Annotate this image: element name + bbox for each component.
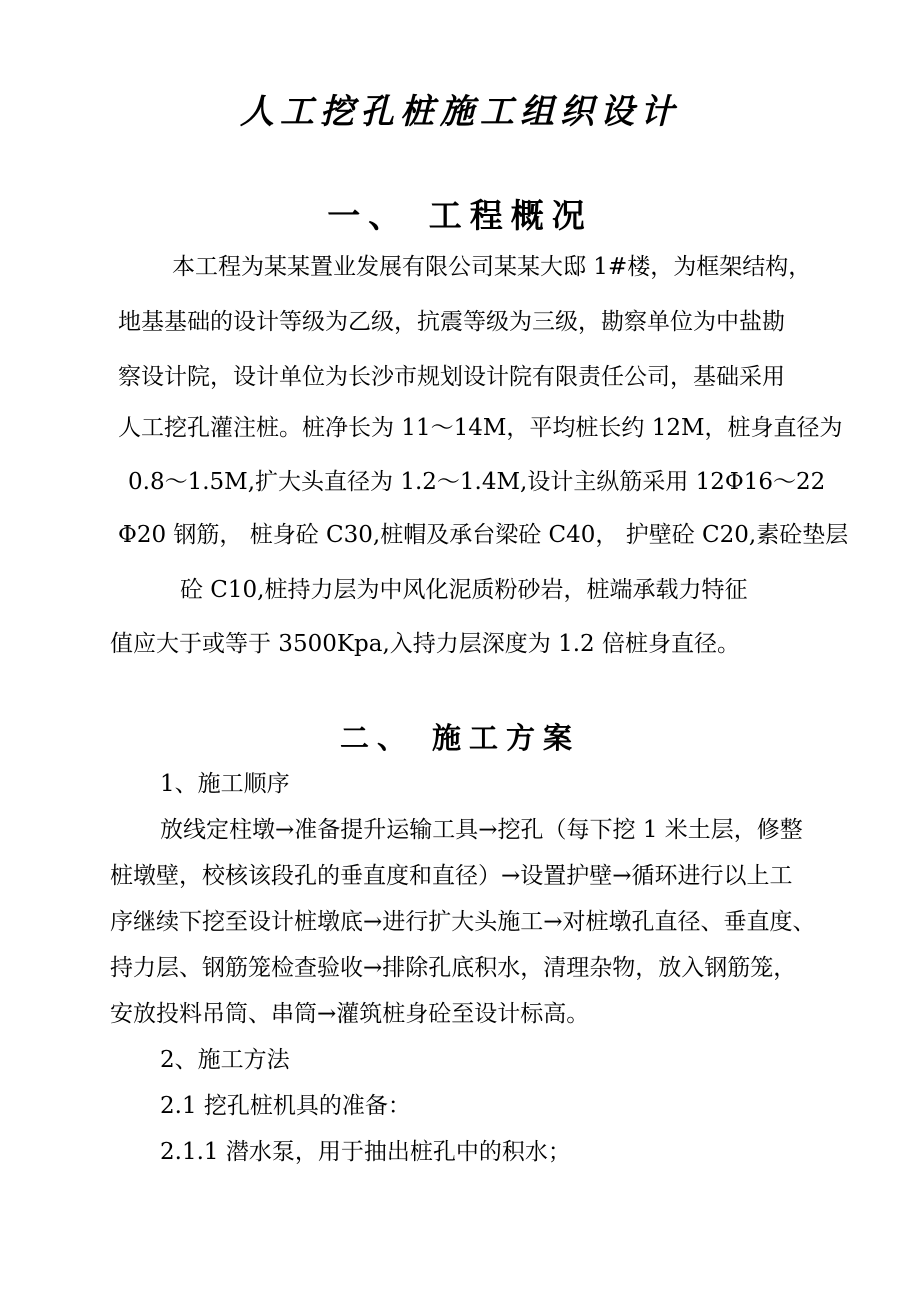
paragraph-line: 值应大于或等于 3500Kpa,入持力层深度为 1.2 倍桩身直径。 <box>110 631 740 657</box>
paragraph-line: 地基基础的设计等级为乙级，抗震等级为三级，勘察单位为中盐勘 <box>118 309 785 335</box>
paragraph-line: 本工程为某某置业发展有限公司某某大邸 1#楼，为框架结构， <box>172 254 812 280</box>
paragraph-line: 放线定柱墩→准备提升运输工具→挖孔（每下挖 1 米土层，修整 <box>160 817 803 843</box>
subheading-line: 2.1 挖孔桩机具的准备： <box>160 1093 411 1119</box>
section-heading-plan: 二、 施工方案 <box>339 721 581 755</box>
paragraph-line: 砼 C10,桩持力层为中风化泥质粉砂岩，桩端承载力特征 <box>180 577 748 603</box>
section-heading-overview: 一、 工程概况 <box>327 196 593 235</box>
paragraph-line: 序继续下挖至设计桩墩底→进行扩大头施工→对桩墩孔直径、垂直度、 <box>110 909 816 935</box>
paragraph-line: 0.8～1.5M,扩大头直径为 1.2～1.4M,设计主纵筋采用 12Φ16～22 <box>128 469 826 495</box>
paragraph-line: 桩墩壁，校核该段孔的垂直度和直径）→设置护壁→循环进行以上工 <box>110 863 793 889</box>
document-title: 人工挖孔桩施工组织设计 <box>240 92 680 132</box>
paragraph-line: 2.1.1 潜水泵，用于抽出桩孔中的积水； <box>160 1139 571 1165</box>
subheading-line: 2、施工方法 <box>160 1047 290 1073</box>
paragraph-line: 安放投料吊筒、串筒→灌筑桩身砼至设计标高。 <box>110 1001 590 1027</box>
paragraph-line: 持力层、钢筋笼检查验收→排除孔底积水，清理杂物，放入钢筋笼， <box>110 955 797 981</box>
paragraph-line: 察设计院，设计单位为长沙市规划设计院有限责任公司，基础采用 <box>118 364 785 390</box>
subheading-line: 1、施工顺序 <box>160 771 290 797</box>
paragraph-line: 人工挖孔灌注桩。桩净长为 11～14M，平均桩长约 12M，桩身直径为 <box>118 415 843 441</box>
paragraph-line: Φ20 钢筋， 桩身砼 C30,桩帽及承台梁砼 C40， 护壁砼 C20,素砼垫层 <box>118 522 849 548</box>
